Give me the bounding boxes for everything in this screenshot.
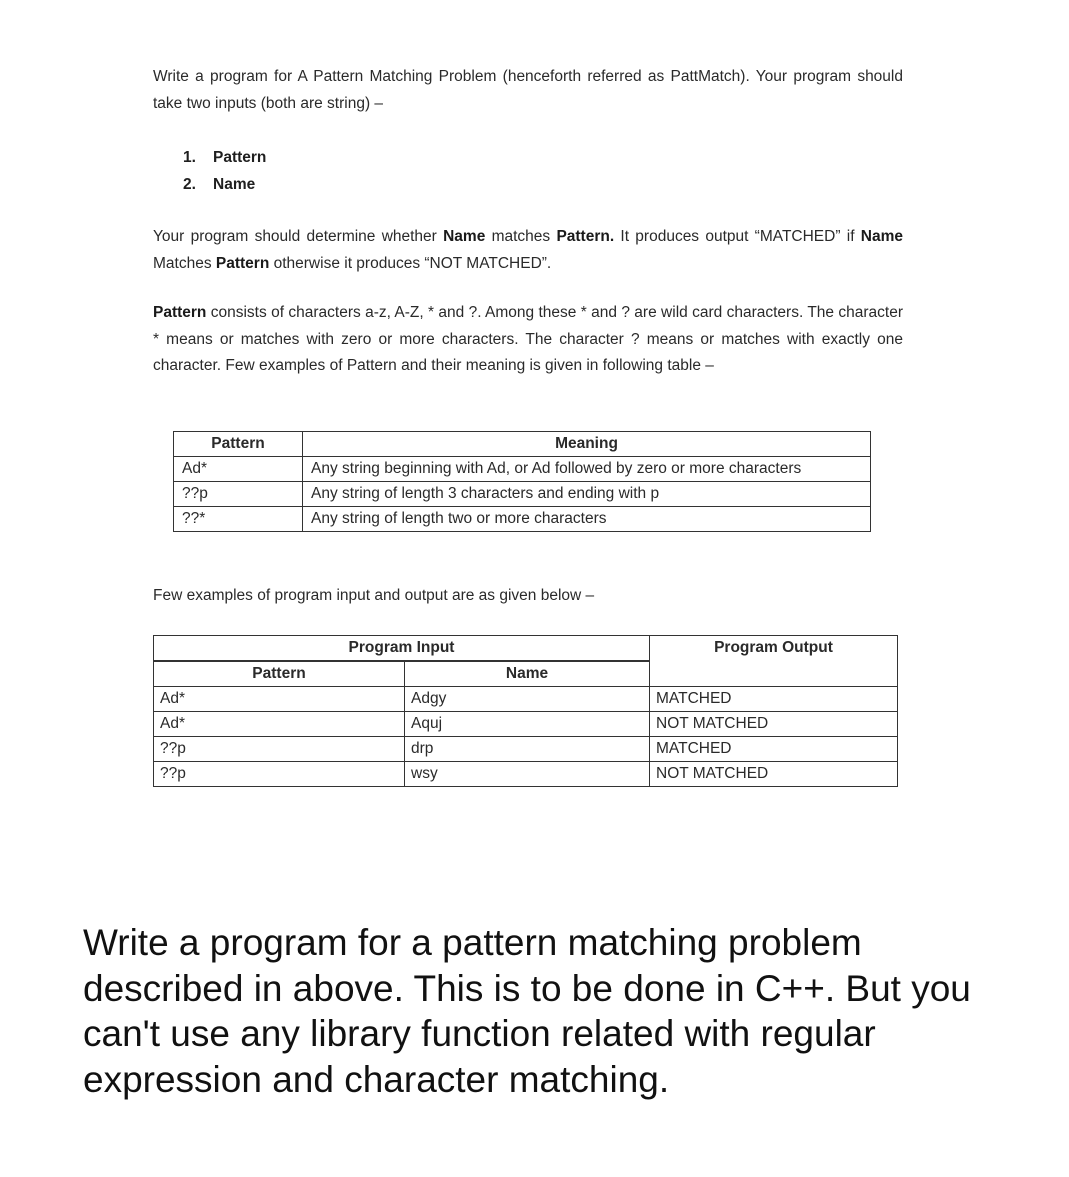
cell-pattern: ??p <box>154 737 405 762</box>
table-row <box>154 737 898 762</box>
cell-meaning: Any string of length 3 characters and ending with p <box>303 482 871 507</box>
text-run: It produces output “MATCHED” if <box>614 228 861 245</box>
list-label: Name <box>213 175 256 193</box>
header-program-input: Program Input <box>154 636 650 662</box>
text-run: otherwise it produces “NOT MATCHED”. <box>269 254 552 272</box>
table-row <box>174 457 871 482</box>
cell-output: NOT MATCHED <box>650 762 898 787</box>
cell-output: MATCHED <box>650 687 898 712</box>
bold-run: Pattern <box>153 304 207 321</box>
header-meaning: Meaning <box>303 432 871 457</box>
text-run: matches <box>485 228 557 245</box>
cell-pattern: ??p <box>154 762 405 787</box>
text-run: Matches <box>153 254 216 272</box>
cell-pattern: Ad* <box>154 712 405 737</box>
cell-pattern: ??p <box>174 482 303 507</box>
header-name: Name <box>405 661 650 687</box>
list-number: 1. <box>183 149 196 166</box>
table-row <box>154 712 898 737</box>
bold-run: Pattern. <box>556 228 615 245</box>
table-row <box>154 762 898 787</box>
program-io-table <box>153 635 898 787</box>
question-text: Write a program for a pattern matching problem described in above. This is to be done in C++. But you can't use any library function related with regular expression and character matching. <box>83 922 971 1100</box>
cell-pattern: Ad* <box>154 687 405 712</box>
pattern-meaning-table <box>173 431 871 532</box>
cell-pattern: Ad* <box>174 457 303 482</box>
header-pattern: Pattern <box>174 432 303 457</box>
determine-paragraph <box>153 224 903 277</box>
examples-intro: Few examples of program input and output are as given below – <box>153 587 595 604</box>
cell-output: NOT MATCHED <box>650 712 898 737</box>
cell-name: Aquj <box>405 712 650 737</box>
text-run: Your program should determine whether <box>153 228 444 245</box>
table-header-row <box>174 432 871 457</box>
cell-name: Adgy <box>405 687 650 712</box>
table-row <box>174 482 871 507</box>
bold-run: Pattern <box>215 254 270 272</box>
bold-run: Name <box>860 228 903 245</box>
cell-meaning: Any string beginning with Ad, or Ad followed by zero or more characters <box>303 457 871 482</box>
list-item <box>183 145 266 172</box>
list-item <box>183 172 266 199</box>
cell-pattern: ??* <box>174 507 303 532</box>
table-row <box>174 507 871 532</box>
text-run: consists of characters a-z, A-Z, * and ?. Among these * and ? are wild card characters. The character * means or matches with zero or more characters. The character ? means or matches with exactly one character. Few examples of Pattern and their meaning is given in following table – <box>153 304 903 374</box>
inputs-list <box>183 145 266 198</box>
pattern-description-paragraph <box>153 300 903 380</box>
cell-name: wsy <box>405 762 650 787</box>
list-label: Pattern <box>213 149 267 166</box>
header-pattern: Pattern <box>154 661 405 687</box>
bold-run: Name <box>443 228 486 245</box>
intro-paragraph: Write a program for A Pattern Matching Problem (henceforth referred as PattMatch). Your program should take two inputs (both are string) – <box>153 68 903 112</box>
table-group-header-row <box>154 636 898 662</box>
list-number: 2. <box>183 175 196 193</box>
header-program-output: Program Output <box>650 636 898 687</box>
cell-meaning: Any string of length two or more characters <box>303 507 871 532</box>
table-row <box>154 687 898 712</box>
cell-output: MATCHED <box>650 737 898 762</box>
cell-name: drp <box>405 737 650 762</box>
